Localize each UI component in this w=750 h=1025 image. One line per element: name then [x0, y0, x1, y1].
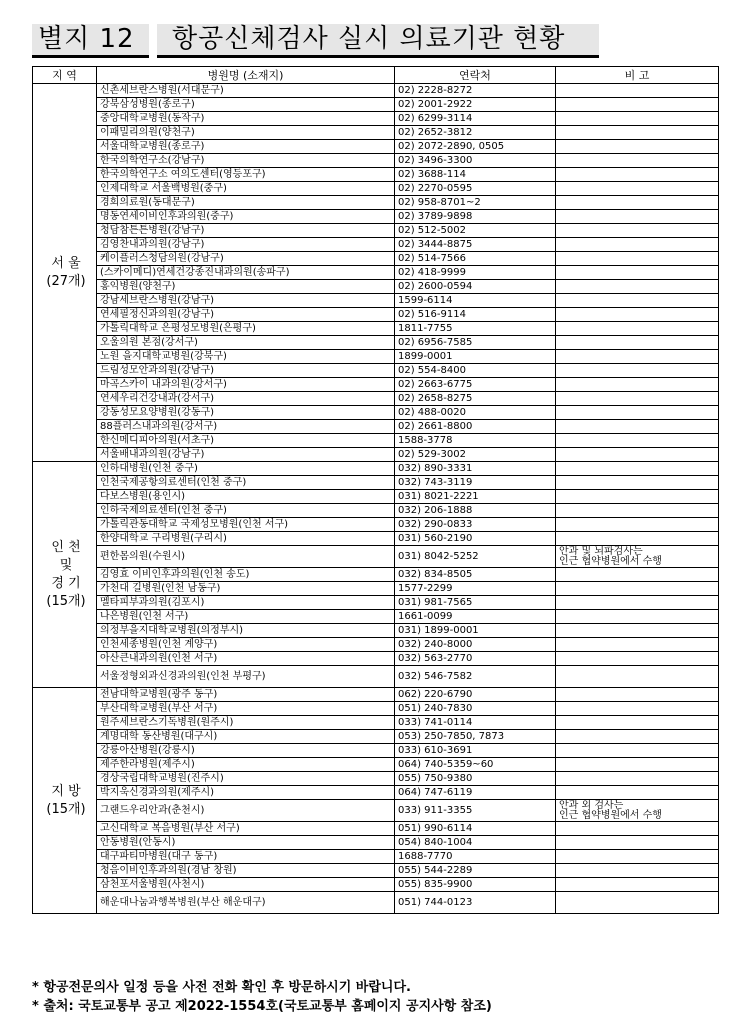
hospital-name-cell: 아산큰내과의원(인천 서구)	[97, 652, 395, 666]
hospital-name-cell: 의정부을지대학교병원(의정부시)	[97, 624, 395, 638]
note-cell	[556, 532, 719, 546]
contact-cell: 02) 3496-3300	[395, 154, 556, 168]
contact-cell: 055) 835-9900	[395, 878, 556, 892]
note-cell	[556, 624, 719, 638]
contact-cell: 032) 240-8000	[395, 638, 556, 652]
note-cell	[556, 836, 719, 850]
table-row	[33, 702, 719, 716]
note-cell	[556, 772, 719, 786]
table-row	[33, 294, 719, 308]
hospital-name-cell: 강릉아산병원(강릉시)	[97, 744, 395, 758]
hospital-name-cell: 멜타피부과의원(김포시)	[97, 596, 395, 610]
region-label-line: 서 울	[51, 255, 81, 271]
hospital-name-cell: 편한몸의원(수원시)	[97, 546, 395, 568]
hospital-name-cell: 인천국제공항의료센터(인천 중구)	[97, 476, 395, 490]
hospital-name-cell: 신촌세브란스병원(서대문구)	[97, 84, 395, 98]
table-row	[33, 252, 719, 266]
hospital-name-cell: 강동성모요양병원(강동구)	[97, 406, 395, 420]
contact-cell: 051) 744-0123	[395, 892, 556, 914]
footnotes	[32, 978, 492, 1016]
contact-cell: 031) 1899-0001	[395, 624, 556, 638]
contact-cell: 031) 8021-2221	[395, 490, 556, 504]
hospital-name-cell: 인천세종병원(인천 계양구)	[97, 638, 395, 652]
hospital-name-cell: 88플러스내과의원(강서구)	[97, 420, 395, 434]
contact-cell: 02) 512-5002	[395, 224, 556, 238]
note-line: 인근 협약병원에서 수행	[559, 809, 662, 821]
table-row	[33, 154, 719, 168]
hospital-name-cell: 케이플러스청담의원(강남구)	[97, 252, 395, 266]
note-cell	[556, 406, 719, 420]
contact-cell: 02) 3688-114	[395, 168, 556, 182]
note-line: 안과 및 뇌파검사는	[559, 545, 643, 557]
table-row	[33, 336, 719, 350]
table-row	[33, 238, 719, 252]
table-row	[33, 716, 719, 730]
contact-cell: 031) 560-2190	[395, 532, 556, 546]
note-cell	[556, 730, 719, 744]
contact-cell: 02) 529-3002	[395, 448, 556, 462]
contact-cell: 02) 554-8400	[395, 364, 556, 378]
note-cell	[556, 210, 719, 224]
table-row	[33, 744, 719, 758]
hospital-name-cell: 제주한라병원(제주시)	[97, 758, 395, 772]
contact-cell: 033) 911-3355	[395, 800, 556, 822]
table-row	[33, 392, 719, 406]
contact-cell: 032) 563-2770	[395, 652, 556, 666]
note-cell	[556, 758, 719, 772]
table-row	[33, 112, 719, 126]
note-cell	[556, 596, 719, 610]
table-row	[33, 504, 719, 518]
table-row	[33, 98, 719, 112]
hospital-name-cell: 서울대학교병원(종로구)	[97, 140, 395, 154]
hospital-name-cell: 가톨릭대학교 은평성모병원(은평구)	[97, 322, 395, 336]
region-label-line: 및	[59, 557, 73, 573]
hospital-name-cell: 가톨릭관동대학교 국제성모병원(인천 서구)	[97, 518, 395, 532]
table-row	[33, 322, 719, 336]
hospital-name-cell: 가천대 길병원(인천 남동구)	[97, 582, 395, 596]
note-line: 인근 협약병원에서 수행	[559, 555, 662, 567]
hospital-name-cell: 김영효 이비인후과의원(인천 송도)	[97, 568, 395, 582]
note-cell	[556, 638, 719, 652]
table-row	[33, 280, 719, 294]
table-row	[33, 836, 719, 850]
region-cell	[33, 462, 97, 688]
note-cell	[556, 322, 719, 336]
contact-cell: 02) 2072-2890, 0505	[395, 140, 556, 154]
contact-cell: 1688-7770	[395, 850, 556, 864]
note-cell	[556, 702, 719, 716]
table-row	[33, 350, 719, 364]
table-row	[33, 568, 719, 582]
note-cell	[556, 864, 719, 878]
table-row	[33, 532, 719, 546]
table-row	[33, 308, 719, 322]
note-cell	[556, 266, 719, 280]
hospital-name-cell: 인하대병원(인천 중구)	[97, 462, 395, 476]
table-row	[33, 786, 719, 800]
table-row	[33, 652, 719, 666]
contact-cell: 032) 890-3331	[395, 462, 556, 476]
contact-cell: 051) 990-6114	[395, 822, 556, 836]
hospital-name-cell: 경상국립대학교병원(진주시)	[97, 772, 395, 786]
note-cell	[556, 434, 719, 448]
hospital-name-cell: 드림성모안과의원(강남구)	[97, 364, 395, 378]
note-cell	[556, 182, 719, 196]
contact-cell: 033) 610-3691	[395, 744, 556, 758]
hospital-name-cell: 오울의원 본점(강서구)	[97, 336, 395, 350]
region-cell	[33, 688, 97, 914]
note-cell	[556, 476, 719, 490]
contact-cell: 055) 544-2289	[395, 864, 556, 878]
hospital-name-cell: 경희의료원(동대문구)	[97, 196, 395, 210]
table-row	[33, 462, 719, 476]
table-row	[33, 758, 719, 772]
hospital-name-cell: 강북삼성병원(종로구)	[97, 98, 395, 112]
contact-cell: 1599-6114	[395, 294, 556, 308]
note-cell	[556, 546, 719, 568]
contact-cell: 02) 2661-8800	[395, 420, 556, 434]
hospital-name-cell: 전남대학교병원(광주 동구)	[97, 688, 395, 702]
hospital-name-cell: 다보스병원(용인시)	[97, 490, 395, 504]
note-cell	[556, 800, 719, 822]
contact-cell: 02) 2001-2922	[395, 98, 556, 112]
note-cell	[556, 786, 719, 800]
hospital-name-cell: 김영찬내과의원(강남구)	[97, 238, 395, 252]
note-cell	[556, 850, 719, 864]
note-cell	[556, 238, 719, 252]
header-region: 지 역	[33, 67, 97, 84]
note-cell	[556, 568, 719, 582]
note-cell	[556, 652, 719, 666]
contact-cell: 032) 206-1888	[395, 504, 556, 518]
hospital-name-cell: 인하국제의료센터(인천 중구)	[97, 504, 395, 518]
note-cell	[556, 420, 719, 434]
contact-cell: 02) 2270-0595	[395, 182, 556, 196]
table-row	[33, 624, 719, 638]
hospital-name-cell: 강남세브란스병원(강남구)	[97, 294, 395, 308]
note-cell	[556, 518, 719, 532]
note-cell	[556, 378, 719, 392]
table-row	[33, 610, 719, 624]
region-label-line: (15개)	[46, 593, 86, 609]
hospital-name-cell: (스카이메디)연세건강종진내과의원(송파구)	[97, 266, 395, 280]
contact-cell: 02) 6956-7585	[395, 336, 556, 350]
table-row	[33, 638, 719, 652]
table-row	[33, 266, 719, 280]
contact-cell: 032) 290-0833	[395, 518, 556, 532]
note-cell	[556, 336, 719, 350]
header-contact: 연락처	[395, 67, 556, 84]
table-row	[33, 140, 719, 154]
header-note: 비 고	[556, 67, 719, 84]
contact-cell: 02) 2600-0594	[395, 280, 556, 294]
table-row	[33, 688, 719, 702]
hospital-name-cell: 서울정형외과신경과의원(인천 부평구)	[97, 666, 395, 688]
table-row	[33, 864, 719, 878]
hospital-name-cell: 부산대학교병원(부산 서구)	[97, 702, 395, 716]
note-cell	[556, 140, 719, 154]
contact-cell: 02) 6299-3114	[395, 112, 556, 126]
hospital-name-cell: 노원 을지대학교병원(강북구)	[97, 350, 395, 364]
note-cell	[556, 126, 719, 140]
hospital-name-cell: 마곡스카이 내과의원(강서구)	[97, 378, 395, 392]
hospital-name-cell: 이패밀리의원(양천구)	[97, 126, 395, 140]
hospital-name-cell: 홍익병원(양천구)	[97, 280, 395, 294]
table-row	[33, 84, 719, 98]
contact-cell: 1899-0001	[395, 350, 556, 364]
hospital-name-cell: 한신메디피아의원(서초구)	[97, 434, 395, 448]
table-row	[33, 800, 719, 822]
contact-cell: 1588-3778	[395, 434, 556, 448]
hospital-name-cell: 명동연세이비인후과의원(중구)	[97, 210, 395, 224]
table-row	[33, 666, 719, 688]
contact-cell: 1661-0099	[395, 610, 556, 624]
table-row	[33, 168, 719, 182]
contact-cell: 02) 514-7566	[395, 252, 556, 266]
page-title: 항공신체검사 실시 의료기관 현황	[172, 24, 566, 54]
table-row	[33, 420, 719, 434]
contact-cell: 1811-7755	[395, 322, 556, 336]
title-label: 별지 12	[38, 24, 135, 54]
contact-cell: 02) 958-8701~2	[395, 196, 556, 210]
note-cell	[556, 308, 719, 322]
table-row	[33, 878, 719, 892]
contact-cell: 064) 747-6119	[395, 786, 556, 800]
contact-cell: 02) 2663-6775	[395, 378, 556, 392]
contact-cell: 054) 840-1004	[395, 836, 556, 850]
hospital-name-cell: 한양대학교 구리병원(구리시)	[97, 532, 395, 546]
table-row	[33, 210, 719, 224]
table-row	[33, 196, 719, 210]
hospital-name-cell: 대구파티마병원(대구 동구)	[97, 850, 395, 864]
hospital-name-cell: 계명대학 동산병원(대구시)	[97, 730, 395, 744]
note-cell	[556, 582, 719, 596]
table-row	[33, 582, 719, 596]
hospital-name-cell: 중앙대학교병원(동작구)	[97, 112, 395, 126]
note-cell	[556, 744, 719, 758]
hospital-name-cell: 한국의학연구소(강남구)	[97, 154, 395, 168]
hospital-name-cell: 박지욱신경과의원(제주시)	[97, 786, 395, 800]
table-row	[33, 730, 719, 744]
region-label-line: 경 기	[51, 575, 81, 591]
table-row	[33, 892, 719, 914]
table-row	[33, 850, 719, 864]
note-cell	[556, 364, 719, 378]
footnote-source: * 출처: 국토교통부 공고 제2022-1554호(국토교통부 홈페이지 공지사항 참조)	[32, 999, 492, 1014]
note-cell	[556, 490, 719, 504]
note-cell	[556, 154, 719, 168]
note-cell	[556, 448, 719, 462]
table-row	[33, 364, 719, 378]
region-label-line: 지 방	[51, 783, 81, 799]
table-body	[33, 84, 719, 914]
region-label-line: 인 천	[51, 539, 81, 555]
note-cell	[556, 224, 719, 238]
contact-cell: 1577-2299	[395, 582, 556, 596]
table-row	[33, 518, 719, 532]
table-row	[33, 546, 719, 568]
contact-cell: 02) 3789-9898	[395, 210, 556, 224]
contact-cell: 032) 834-8505	[395, 568, 556, 582]
hospital-name-cell: 서울배내과의원(강남구)	[97, 448, 395, 462]
table-row	[33, 476, 719, 490]
note-cell	[556, 392, 719, 406]
hospital-name-cell: 연세필정신과의원(강남구)	[97, 308, 395, 322]
table-row	[33, 126, 719, 140]
footnote-visit: * 항공전문의사 일정 등을 사전 전화 확인 후 방문하시기 바랍니다.	[32, 980, 411, 995]
contact-cell: 064) 740-5359~60	[395, 758, 556, 772]
note-cell	[556, 168, 719, 182]
header-row	[33, 67, 719, 84]
header-hospital: 병원명 (소재지)	[97, 67, 395, 84]
contact-cell: 032) 546-7582	[395, 666, 556, 688]
note-cell	[556, 610, 719, 624]
table-row	[33, 822, 719, 836]
hospital-table	[32, 66, 719, 914]
table-row	[33, 448, 719, 462]
contact-cell: 02) 516-9114	[395, 308, 556, 322]
note-cell	[556, 688, 719, 702]
table-row	[33, 378, 719, 392]
hospital-name-cell: 청음이비인후과의원(경남 창원)	[97, 864, 395, 878]
note-cell	[556, 892, 719, 914]
note-cell	[556, 822, 719, 836]
hospital-name-cell: 안동병원(안동시)	[97, 836, 395, 850]
table-row	[33, 182, 719, 196]
contact-cell: 02) 488-0020	[395, 406, 556, 420]
contact-cell: 031) 981-7565	[395, 596, 556, 610]
hospital-name-cell: 한국의학연구소 여의도센터(영등포구)	[97, 168, 395, 182]
contact-cell: 02) 418-9999	[395, 266, 556, 280]
note-cell	[556, 196, 719, 210]
note-line: 안과 외 검사는	[559, 799, 624, 811]
hospital-name-cell: 그랜드우리안과(춘천시)	[97, 800, 395, 822]
contact-cell: 033) 741-0114	[395, 716, 556, 730]
hospital-name-cell: 연세우리건강내과(강서구)	[97, 392, 395, 406]
contact-cell: 031) 8042-5252	[395, 546, 556, 568]
region-label-line: (27개)	[46, 273, 86, 289]
note-cell	[556, 294, 719, 308]
note-cell	[556, 716, 719, 730]
note-cell	[556, 504, 719, 518]
contact-cell: 02) 3444-8875	[395, 238, 556, 252]
table-row	[33, 434, 719, 448]
table-row	[33, 406, 719, 420]
hospital-name-cell: 고신대학교 복음병원(부산 서구)	[97, 822, 395, 836]
note-cell	[556, 878, 719, 892]
table-row	[33, 596, 719, 610]
hospital-name-cell: 나은병원(인천 서구)	[97, 610, 395, 624]
contact-cell: 02) 2228-8272	[395, 84, 556, 98]
contact-cell: 053) 250-7850, 7873	[395, 730, 556, 744]
table-row	[33, 490, 719, 504]
table-row	[33, 224, 719, 238]
region-cell	[33, 84, 97, 462]
hospital-name-cell: 청담참튼튼병원(강남구)	[97, 224, 395, 238]
note-cell	[556, 462, 719, 476]
note-cell	[556, 350, 719, 364]
note-cell	[556, 112, 719, 126]
contact-cell: 055) 750-9380	[395, 772, 556, 786]
hospital-name-cell: 삼천포서울병원(사천시)	[97, 878, 395, 892]
note-cell	[556, 252, 719, 266]
table-row	[33, 772, 719, 786]
contact-cell: 02) 2658-8275	[395, 392, 556, 406]
note-cell	[556, 280, 719, 294]
hospital-name-cell: 인제대학교 서울백병원(중구)	[97, 182, 395, 196]
contact-cell: 062) 220-6790	[395, 688, 556, 702]
contact-cell: 02) 2652-3812	[395, 126, 556, 140]
note-cell	[556, 666, 719, 688]
contact-cell: 032) 743-3119	[395, 476, 556, 490]
hospital-name-cell: 해운대나눔과행복병원(부산 해운대구)	[97, 892, 395, 914]
region-label-line: (15개)	[46, 801, 86, 817]
hospital-name-cell: 원주세브란스기독병원(원주시)	[97, 716, 395, 730]
note-cell	[556, 84, 719, 98]
contact-cell: 051) 240-7830	[395, 702, 556, 716]
note-cell	[556, 98, 719, 112]
